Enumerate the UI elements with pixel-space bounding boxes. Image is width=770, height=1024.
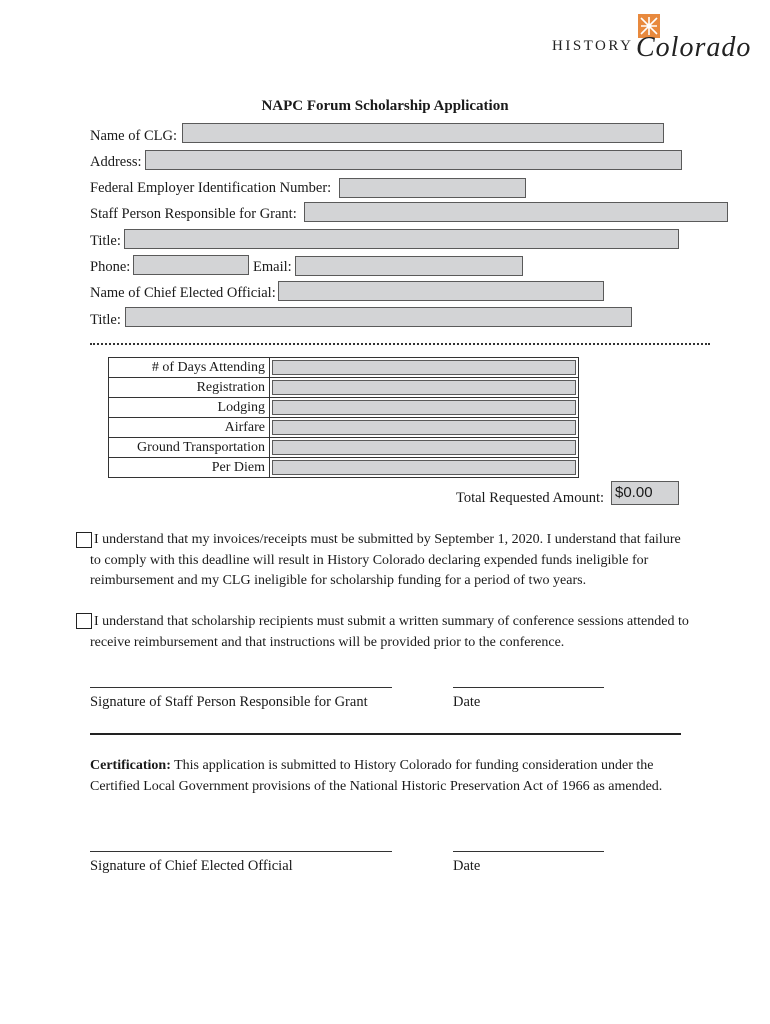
days-attending-label: # of Days Attending <box>109 358 270 378</box>
address-label: Address: <box>90 154 142 170</box>
clg-name-input[interactable] <box>182 123 664 143</box>
chief-signature-label: Signature of Chief Elected Official <box>90 858 293 874</box>
registration-label: Registration <box>109 378 270 398</box>
chief-official-label: Name of Chief Elected Official: <box>90 285 276 301</box>
title2-input[interactable] <box>125 307 632 327</box>
costs-table <box>108 357 579 478</box>
staff-date-label: Date <box>453 694 481 710</box>
registration-input[interactable] <box>272 380 576 395</box>
total-label: Total Requested Amount: <box>456 490 604 506</box>
staff-signature-line[interactable] <box>90 687 392 688</box>
title2-label: Title: <box>90 312 121 328</box>
phone-input[interactable] <box>133 255 249 275</box>
staff-date-line[interactable] <box>453 687 604 688</box>
total-amount-field[interactable]: $0.00 <box>611 481 679 505</box>
staff-person-label: Staff Person Responsible for Grant: <box>90 206 297 222</box>
table-row <box>109 358 579 378</box>
logo-colorado-text: Colorado <box>636 32 752 63</box>
certification-text: This application is submitted to History Colorado for funding consideration under the Certified Local Government provisions of the National Historic Preservation Act of 1966 as amended. <box>90 758 663 794</box>
per-diem-input[interactable] <box>272 460 576 475</box>
clg-name-label: Name of CLG: <box>90 128 177 144</box>
agreement-text-1: I understand that my invoices/receipts must be submitted by September 1, 2020. I understand that failure to comply with this deadline will result in History Colorado declaring expended funds ineligible for reimbursement and my CLG ineligible for scholarship funding for a period of two years. <box>90 532 681 588</box>
days-attending-input[interactable] <box>272 360 576 375</box>
lodging-label: Lodging <box>109 398 270 418</box>
certification-heading: Certification: <box>90 758 171 773</box>
airfare-input[interactable] <box>272 420 576 435</box>
chief-official-input[interactable] <box>278 281 604 301</box>
form-title: NAPC Forum Scholarship Application <box>261 98 509 114</box>
ground-transportation-label: Ground Transportation <box>109 438 270 458</box>
chief-date-label: Date <box>453 858 481 874</box>
title1-input[interactable] <box>124 229 679 249</box>
table-row <box>109 398 579 418</box>
agreement-text-2: I understand that scholarship recipients must submit a written summary of conference sessions attended to receive reimbursement and that instructions will be provided prior to the conference. <box>90 614 689 650</box>
fein-label: Federal Employer Identification Number: <box>90 180 332 196</box>
email-label: Email: <box>253 259 292 275</box>
airfare-label: Airfare <box>109 418 270 438</box>
table-row <box>109 418 579 438</box>
ground-transportation-input[interactable] <box>272 440 576 455</box>
dotted-divider <box>90 343 710 345</box>
table-row <box>109 438 579 458</box>
table-row <box>109 458 579 478</box>
certification-paragraph <box>90 756 675 797</box>
phone-label: Phone: <box>90 259 131 275</box>
chief-signature-line[interactable] <box>90 851 392 852</box>
address-input[interactable] <box>145 150 682 170</box>
title1-label: Title: <box>90 233 121 249</box>
logo-history-text: HISTORY <box>552 38 634 54</box>
chief-date-line[interactable] <box>453 851 604 852</box>
staff-signature-label: Signature of Staff Person Responsible for Grant <box>90 694 368 710</box>
lodging-input[interactable] <box>272 400 576 415</box>
table-row <box>109 378 579 398</box>
email-input[interactable] <box>295 256 523 276</box>
fein-input[interactable] <box>339 178 526 198</box>
staff-person-input[interactable] <box>304 202 728 222</box>
per-diem-label: Per Diem <box>109 458 270 478</box>
section-divider <box>90 733 681 735</box>
